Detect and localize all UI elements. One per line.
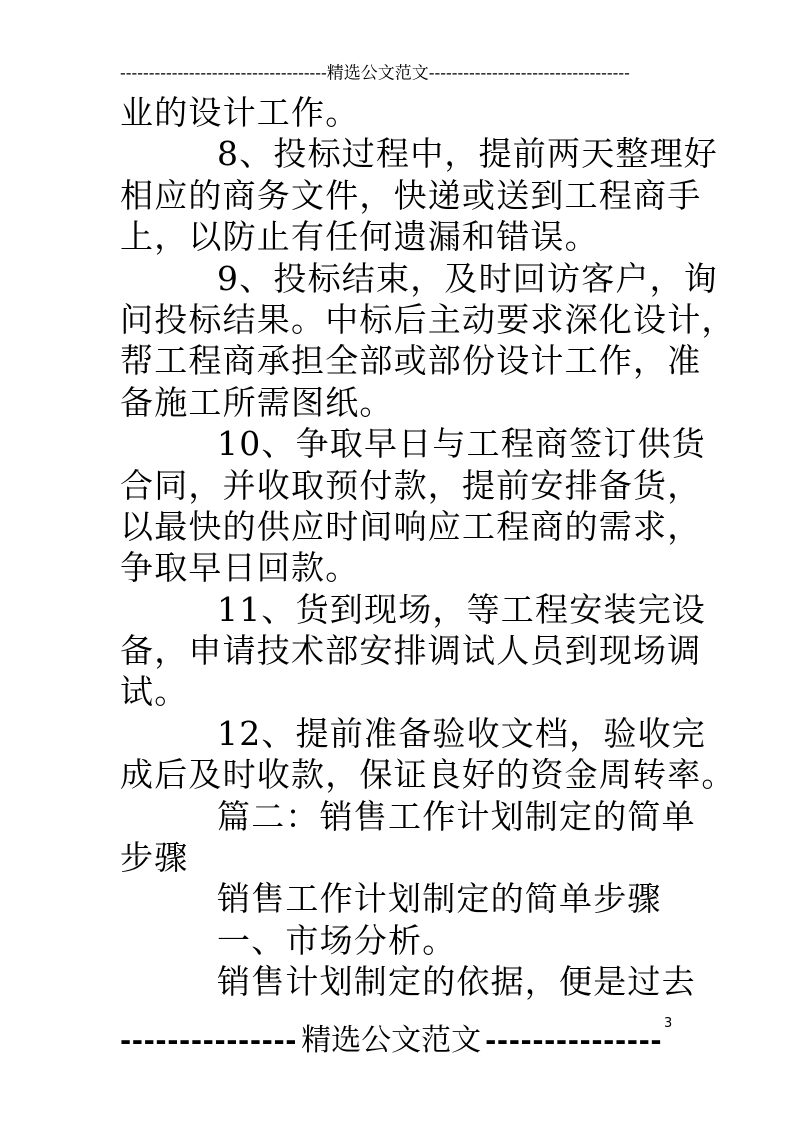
text-line: 成后及时收款，保证良好的资金周转率。: [120, 755, 736, 795]
footer-title: 精选公文范文: [301, 1023, 482, 1058]
footer-right-rule: ---------------: [485, 1026, 663, 1057]
text-line: 试。: [120, 672, 189, 712]
section-heading: 篇二：销售工作计划制定的简单: [217, 796, 696, 836]
text-line: 问投标结果。中标后主动要求深化设计，: [120, 299, 736, 339]
text-line: 12、提前准备验收文档，验收完: [217, 713, 706, 753]
text-line: 备，申请技术部安排调试人员到现场调: [120, 631, 702, 671]
text-line: 帮工程商承担全部或部份设计工作，准: [120, 341, 702, 381]
text-line: 一、市场分析。: [217, 920, 457, 960]
page-header: [120, 60, 674, 87]
header-title: 精选公文范文: [326, 63, 429, 84]
text-line: 备施工所需图纸。: [120, 382, 394, 422]
text-line: 10、争取早日与工程商签订供货: [217, 424, 706, 464]
footer-left-rule: ---------------: [120, 1026, 298, 1057]
page-footer: [120, 1021, 680, 1062]
text-line: 销售计划制定的依据，便是过去: [217, 962, 696, 1002]
section-heading-continued: 步骤: [120, 838, 189, 878]
text-line: 11、货到现场，等工程安装完设: [217, 589, 706, 629]
text-line: 争取早日回款。: [120, 548, 360, 588]
header-left-rule: ------------------------------------: [120, 63, 327, 84]
text-line: 业的设计工作。: [120, 93, 360, 132]
text-line: 上，以防止有任何遗漏和错误。: [120, 217, 599, 257]
text-line: 相应的商务文件，快递或送到工程商手: [120, 175, 702, 215]
text-line: 9、投标结束，及时回访客户，询: [217, 258, 718, 298]
text-line: 合同，并收取预付款，提前安排备货，: [120, 465, 702, 505]
document-body: [120, 92, 736, 1003]
page-number: 3: [664, 1016, 673, 1031]
text-line: 销售工作计划制定的简单步骤: [217, 879, 662, 919]
header-right-rule: -----------------------------------: [428, 63, 630, 84]
text-line: 以最快的供应时间响应工程商的需求，: [120, 506, 702, 546]
text-line: 8、投标过程中，提前两天整理好: [217, 134, 718, 174]
